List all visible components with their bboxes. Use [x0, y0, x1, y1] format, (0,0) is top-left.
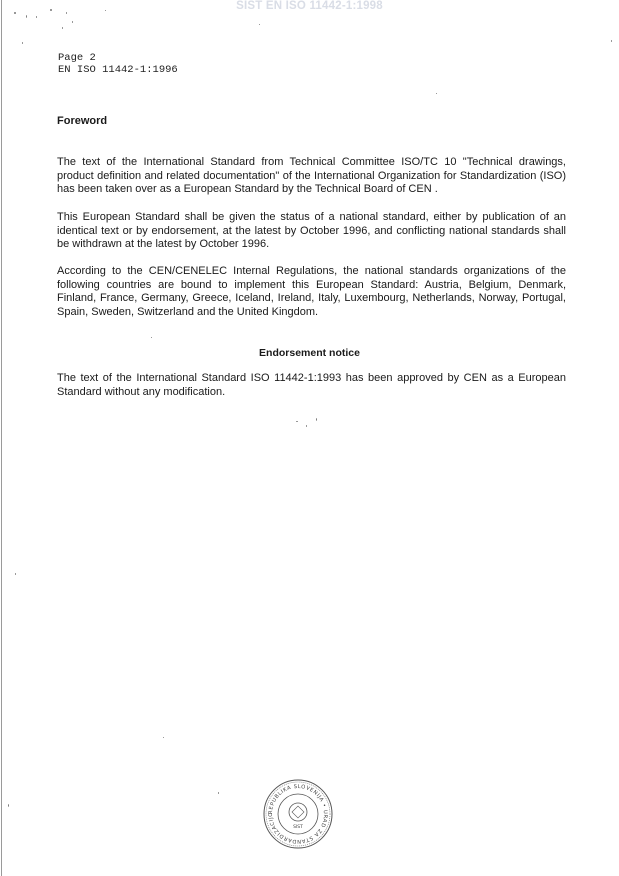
foreword-paragraph-2: This European Standard shall be given the status of a national standard, either by publication of an identical text or by endorsement, at the latest by October 1996, and conflicting national standards shall be withdrawn at the latest by October 1996. — [57, 211, 566, 250]
page-header — [58, 52, 178, 76]
foreword-heading: Foreword — [57, 115, 108, 127]
scan-speck — [436, 93, 437, 94]
scan-speck — [22, 42, 23, 44]
scan-speck — [8, 804, 9, 807]
seal-center-text: SIST — [293, 825, 303, 830]
page-number: Page 2 — [58, 52, 96, 64]
scan-speck — [26, 15, 27, 18]
seal-icon — [262, 778, 334, 850]
scan-speck — [163, 737, 164, 738]
scan-speck — [15, 573, 16, 575]
scan-speck — [66, 12, 67, 14]
endorsement-paragraph: The text of the International Standard ISO 11442-1:1993 has been approved by CEN as a European Standard without any modification. — [57, 372, 566, 398]
scan-speck — [14, 12, 16, 14]
foreword-paragraph-1: The text of the International Standard from Technical Committee ISO/TC 10 "Technical drawings, product definition and related documentation" of the International Organization for Standardization (ISO) has been taken over as a European Standard by the Technical Board of CEN . — [57, 156, 566, 195]
foreword-paragraph-3: According to the CEN/CENELEC Internal Regulations, the national standards organizations of the following countries are bound to implement this European Standard: Austria, Belgium, Denmark, Finland, France, Germany, Greece, Iceland, Ireland, Italy, Luxembourg, Netherlands, Norway, Portugal, Spain, Sweden, Switzerland and the United Kingdom. — [57, 265, 566, 318]
scan-speck — [306, 425, 307, 427]
standard-reference: EN ISO 11442-1:1996 — [58, 64, 178, 76]
scan-speck — [62, 27, 63, 29]
scan-speck — [36, 16, 37, 18]
page-edge — [1, 0, 2, 876]
scan-speck — [259, 24, 260, 25]
scan-speck — [50, 9, 52, 11]
scan-speck — [316, 418, 317, 421]
official-seal — [262, 778, 334, 855]
endorsement-heading: Endorsement notice — [259, 347, 360, 359]
watermark: SIST EN ISO 11442-1:1998 — [236, 0, 383, 12]
scan-speck — [72, 21, 73, 23]
scan-speck — [105, 10, 106, 11]
scan-speck — [151, 337, 152, 338]
scan-speck — [296, 421, 298, 422]
scan-speck — [218, 792, 219, 794]
seal-ring-text: REPUBLIKA SLOVENIJA • URAD ZA STANDARDIZACIJO — [267, 783, 329, 845]
scan-speck — [611, 40, 612, 42]
